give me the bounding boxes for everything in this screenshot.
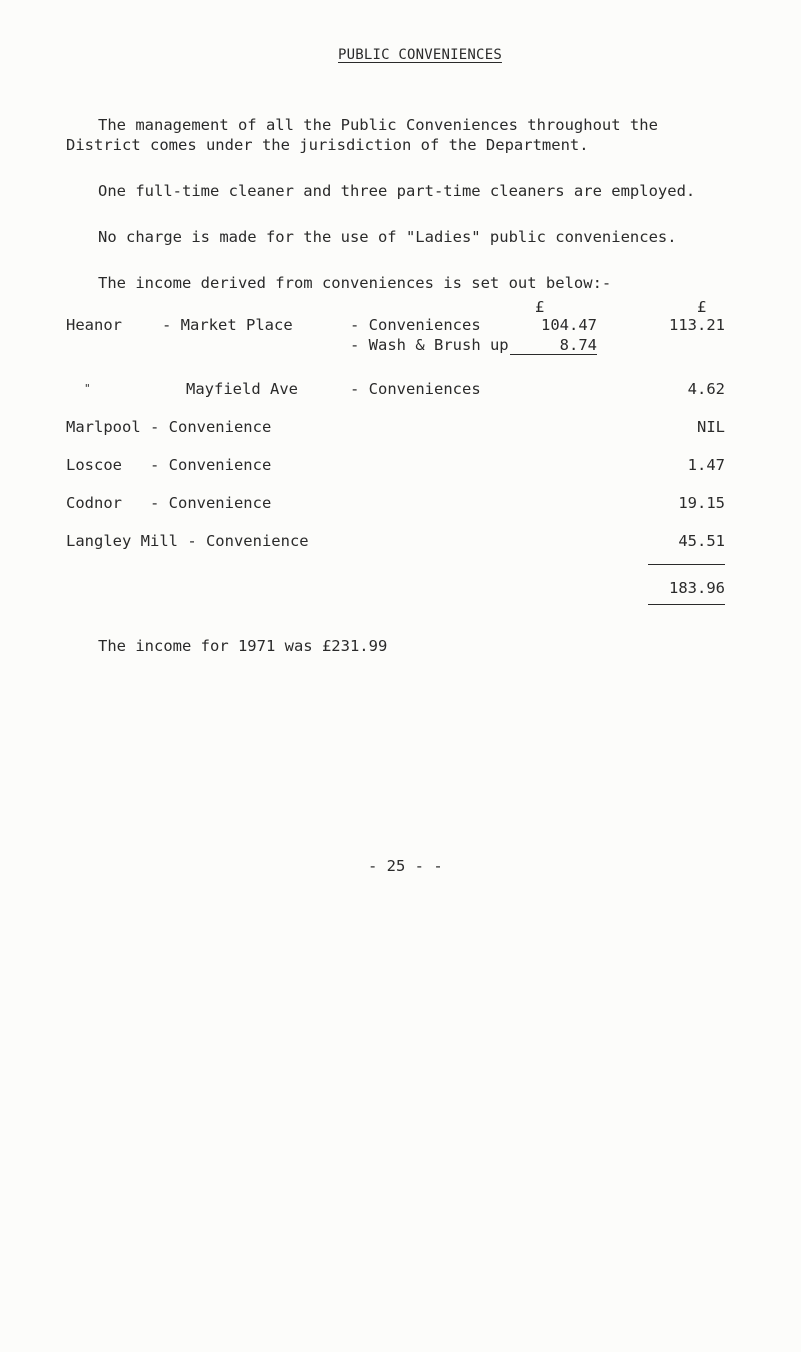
- row-langley-total: 45.51: [678, 532, 725, 550]
- paragraph-line-2: District comes under the jurisdiction of the Department.: [66, 136, 589, 154]
- row-codnor-label: Codnor - Convenience: [66, 494, 272, 512]
- row-marlpool-total: NIL: [697, 418, 725, 436]
- subtotal-underline: [510, 354, 597, 355]
- total-rule-top: [648, 564, 725, 565]
- charge-paragraph: No charge is made for the use of "Ladies" public conveniences.: [98, 228, 677, 246]
- income-intro: The income derived from conveniences is set out below:-: [98, 274, 612, 292]
- row-heanor-subtotal: 104.47: [541, 316, 597, 334]
- paragraph-line-1: The management of all the Public Conveniences throughout the: [98, 116, 658, 134]
- row-mayfield-location: Mayfield Ave: [186, 380, 298, 398]
- page-title: PUBLIC CONVENIENCES: [338, 47, 502, 63]
- row-langley-label: Langley Mill - Convenience: [66, 532, 309, 550]
- prior-year-income-note: The income for 1971 was £231.99: [98, 637, 388, 655]
- grand-total: 183.96: [669, 579, 725, 597]
- row-heanor-type: - Conveniences: [350, 316, 481, 334]
- currency-header-total: £: [697, 298, 707, 316]
- row-loscoe-total: 1.47: [687, 456, 725, 474]
- staff-paragraph: One full-time cleaner and three part-time cleaners are employed.: [98, 182, 696, 200]
- row-heanor-total: 113.21: [669, 316, 725, 334]
- row-heanor-location: - Market Place: [162, 316, 293, 334]
- row-loscoe-label: Loscoe - Convenience: [66, 456, 272, 474]
- row-heanor-place: Heanor: [66, 316, 122, 334]
- row-wash-subtotal: 8.74: [559, 336, 597, 354]
- total-rule-bottom: [648, 604, 725, 605]
- row-mayfield-total: 4.62: [687, 380, 725, 398]
- currency-header-sub: £: [535, 298, 545, 316]
- row-marlpool-label: Marlpool - Convenience: [66, 418, 272, 436]
- row-codnor-total: 19.15: [678, 494, 725, 512]
- row-mayfield-type: - Conveniences: [350, 380, 481, 398]
- ditto-mark: ": [84, 382, 91, 395]
- page-number: - 25 - -: [368, 857, 443, 875]
- row-wash-type: - Wash & Brush up: [350, 336, 509, 354]
